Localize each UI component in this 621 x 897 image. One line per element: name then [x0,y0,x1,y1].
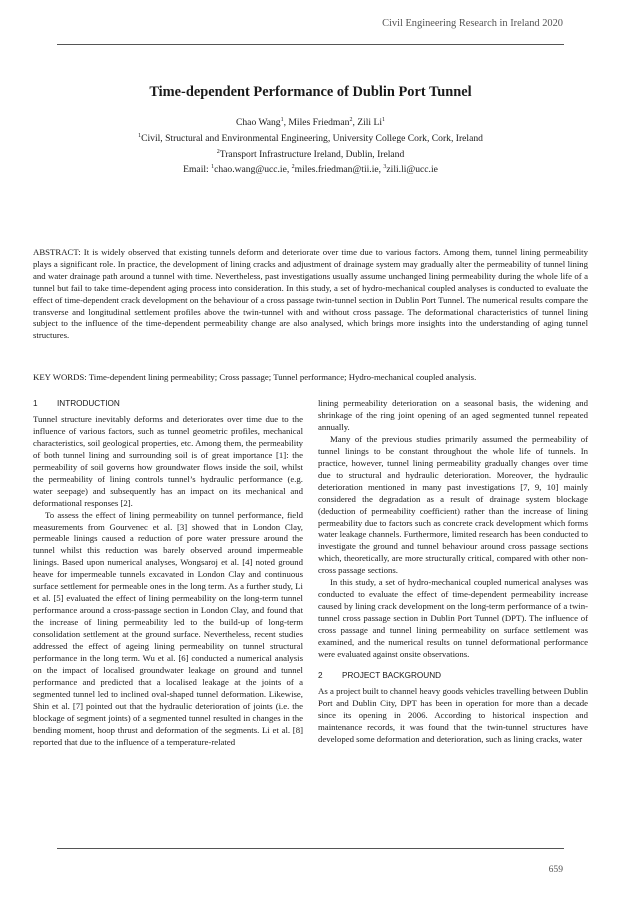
affiliation-line [0,130,621,146]
body-paragraph: Many of the previous studies primarily assumed the permeability of tunnel linings to be constant throughout the whole life of tunnels. In practice, however, tunnel lining permeability gradually changes over time due to structural and hydraulic deterioration. Moreover, the hydraulic deterioration mentioned in many past investigations [7, 9, 10] mainly considered the degradation as a result of drainage system blockage (deduction of permeability coefficient) rather than the increase of lining permeability due to factors such as concrete crack development which forms water leakage channels. Furthermore, limited research has been conducted to investigate the ground and tunnel behaviour around cross passage sections which, theoretically, are more structurally critical, compared with other non-cross passage sections. [318,433,588,576]
page-number: 659 [548,864,563,875]
keywords: KEY WORDS: Time-dependent lining permeability; Cross passage; Tunnel performance; Hydro-mechanical coupled analysis. [33,372,477,382]
header-rule [57,44,564,45]
author-name: Chao Wang [235,117,281,129]
running-header: Civil Engineering Research in Ireland 2020 [382,18,563,29]
affiliation-text: Transport Infrastructure Ireland, Dublin, Ireland [219,148,405,160]
affiliation-mark: 3 [383,164,387,171]
email-address[interactable]: zili.li@ucc.ie [386,164,438,176]
section-number: 2 [318,670,323,680]
affiliation-mark: 1 [138,132,142,139]
affiliation-mark: 1 [211,164,215,171]
section-heading [33,398,303,410]
author-separator: , [352,117,358,129]
body-paragraph: As a project built to channel heavy goods vehicles travelling between Dublin Port and Dublin City, DPT has been in operation for more than a decade since its opening in 2006. According to historical inspection and maintenance records, it was found that the twin-tunnel structures have developed some deformation and deterioration, such as lining cracks, water [318,685,588,744]
body-paragraph: To assess the effect of lining permeability on tunnel performance, field measurements from Gourvenec et al. [3] showed that in London Clay, permeable linings caused a reduction of pore water pressure around the tunnel whilst this reduction was barely observed around impermeable linings. Based upon numerical analyses, Wongsaroj et al. [4] noted ground heave for impermeable tunnels excavated in London Clay and continuous surface settlement for permeable ones in the long term. As a further study, Li et al. [5] evaluated the effect of lining permeability on the long-term tunnel performance around a cross-passage section in London Clay, and found that the increase of lining permeability led to the build-up of long-term consolidation settlement at the ground surface. Nevertheless, recent studies addressed the effect of ageing lining permeability on tunnel structural performance in the long term. Wu et al. [6] conducted a numerical analysis on the impact of localised groundwater leakage on ground and tunnel performance and predicted that a localised leakage at the joints of a segmented tunnel led to inclined oval-shaped tunnel deformation. Likewise, Shin et al. [7] pointed out that the hydraulic deterioration of joints (i.e. the blockage of segment joints) of a segmented tunnel resulted in changes in the bending moment, hoop thrust and deformation of the segments. Li et al. [8] reported that due to the influence of a temperature-related [33,509,303,747]
section-title: INTRODUCTION [57,399,120,408]
affiliation-mark: 1 [280,117,284,123]
affiliation-mark: 1 [382,117,386,123]
affiliation-text: Civil, Structural and Environmental Engineering, University College Cork, Cork, Ireland [141,132,483,144]
right-column [318,398,588,746]
affiliation-line [0,146,621,162]
author-name: Zili Li [357,117,383,129]
email-address[interactable]: miles.friedman@tii.ie, [294,164,384,176]
author-block [0,114,621,177]
affiliation-mark: 2 [216,148,220,155]
author-list [0,114,621,130]
body-paragraph: lining permeability deterioration on a seasonal basis, the widening and shrinkage of the ring joint opening of an aged segmented tunnel repeated annually. [318,398,588,432]
email-address[interactable]: chao.wang@ucc.ie, [214,164,292,176]
email-line [0,161,621,177]
section-heading [318,670,588,682]
author-name: Miles Friedman [288,117,350,129]
affiliation-mark: 2 [291,164,295,171]
body-paragraph: Tunnel structure inevitably deforms and deteriorates over time due to the influence of various factors, such as tunnel geometric profiles, mechanical characteristics, soil geological properties, etc. Among them, the permeability of both tunnel lining and surrounding soil is of great importance [1]: the permeability of soil governs how groundwater flows inside the soil, whilst the permeability of lining controls tunnel’s hydraulic performance (e.g. water seepage) and subsequently has an impact on its mechanical and deformational responses [2]. [33,413,303,508]
author-separator: , [283,117,289,129]
affiliation-mark: 2 [349,117,353,123]
paper-title: Time-dependent Performance of Dublin Port Tunnel [149,84,472,100]
footer-rule [57,848,564,849]
body-paragraph: In this study, a set of hydro-mechanical coupled numerical analyses was conducted to evaluate the effect of time-dependent permeability increase caused by lining crack development on the long-term performance of a twin-tunnel cross passage section in Dublin Port Tunnel (DPT). The influence of cross passage and tunnel lining permeability on surface settlement was examined, and the numerical results on tunnel deformational performance were evaluated against onsite observations. [318,577,588,660]
section-gap [318,661,588,670]
email-label: Email: [183,164,212,176]
section-title: PROJECT BACKGROUND [342,670,442,680]
abstract: ABSTRACT: It is widely observed that existing tunnels deform and deteriorate over time due to various factors. Among them, tunnel lining permeability plays a significant role. In practice, the development of lining cracks and adjustment of drainage system may gradually alter the permeability of tunnel lining and water drainage path around a tunnel with time. Nevertheless, past investigations usually assume unchanged lining permeability during the whole life of a tunnel but fail to take time-dependent aging process into consideration. In this study, a set of hydro-mechanical coupled analyses is conducted to evaluate the effect of time-dependent crack development on the behaviour of a cross passage twin-tunnel section in Dublin Port Tunnel. The numerical results compare the transverse and longitudinal settlement profiles above the twin-tunnel with and without cross passage. The deformational characteristics of tunnel lining subject to the influence of the time-dependent permeability change are also analysed, which brings more insights into the understanding of aging tunnel structures. [33,247,588,341]
section-number: 1 [33,399,38,408]
left-column [33,398,303,749]
